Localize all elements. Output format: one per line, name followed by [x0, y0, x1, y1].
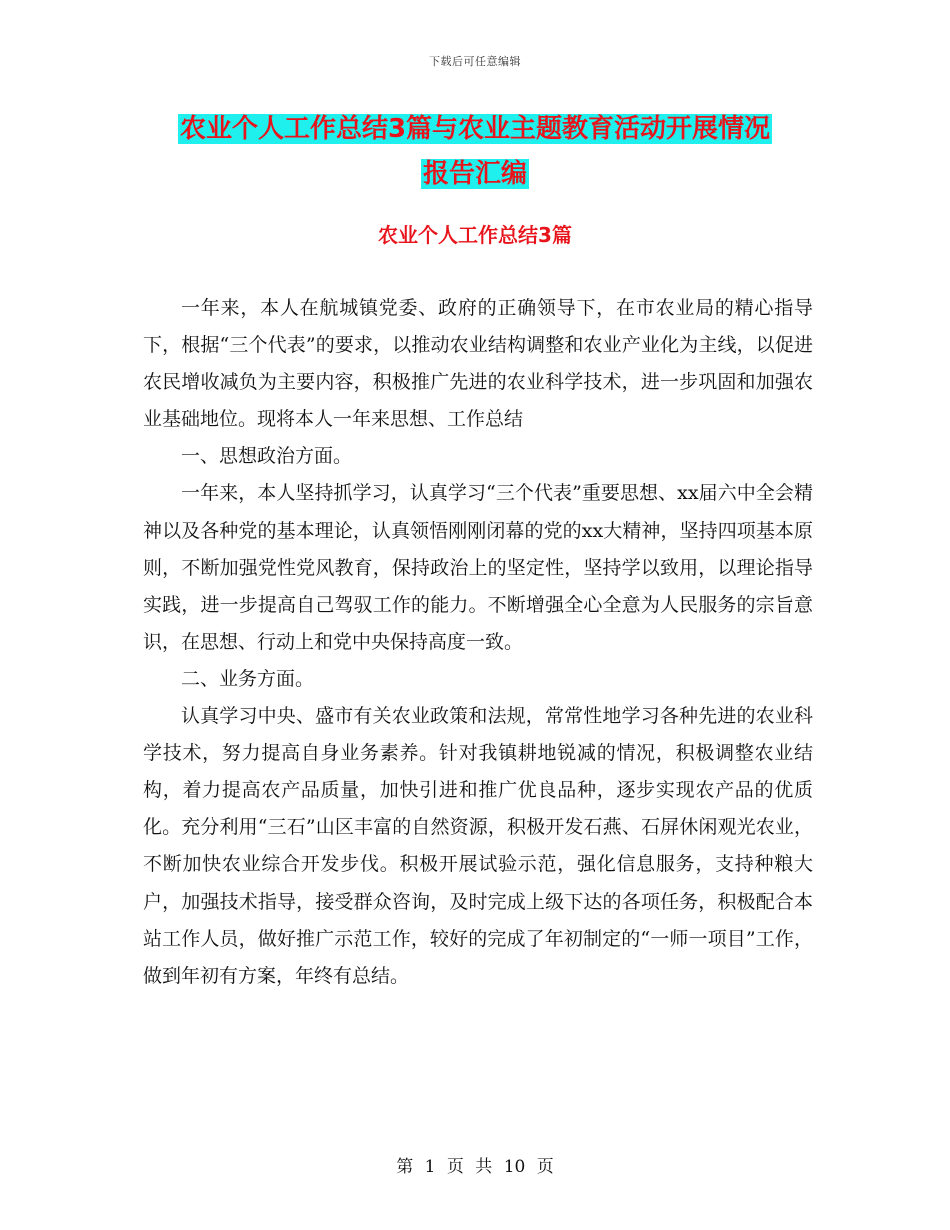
document-title-line-1 — [0, 110, 950, 148]
document-body — [143, 290, 813, 995]
paragraph-heading-business: 二、业务方面。 — [181, 667, 315, 690]
document-title-line-2 — [0, 155, 950, 193]
page-footer: 第 1 页 共 10 页 — [396, 1157, 554, 1177]
paragraph-heading-political: 一、思想政治方面。 — [181, 445, 353, 468]
section-title: 农业个人工作总结3篇 — [378, 223, 572, 247]
title-highlight-2: 报告汇编 — [422, 159, 527, 189]
paragraph-business: 认真学习中央、盛市有关农业政策和法规，常常性地学习各种先进的农业科学技术，努力提高自身业务素养。针对我镇耕地锐减的情况，积极调整农业结构，着力提高农产品质量，加快引进和推广优良品种，逐步实现农产品的优质化。充分利用“三石”山区丰富的自然资源，积极开发石燕、石屏休闲观光农业，不断加快农业综合开发步伐。积极开展试验示范，强化信息服务，支持种粮大户，加强技术指导，接受群众咨询，及时完成上级下达的各项任务，积极配合本站工作人员，做好推广示范工作，较好的完成了年初制定的“一师一项目”工作，做到年初有方案，年终有总结。 — [143, 705, 813, 987]
header-note: 下载后可任意编辑 — [429, 55, 521, 68]
title-highlight-1: 农业个人工作总结3篇与农业主题教育活动开展情况 — [179, 114, 771, 144]
paragraph-political: 一年来，本人坚持抓学习，认真学习“三个代表”重要思想、xx届六中全会精神以及各种党的基本理论，认真领悟刚刚闭幕的党的xx大精神，坚持四项基本原则，不断加强党性党风教育，保持政治上的坚定性，坚持学以致用，以理论指导实践，进一步提高自己驾驭工作的能力。不断增强全心全意为人民服务的宗旨意识，在思想、行动上和党中央保持高度一致。 — [143, 482, 813, 653]
paragraph-intro: 一年来，本人在航城镇党委、政府的正确领导下，在市农业局的精心指导下，根据“三个代表”的要求，以推动农业结构调整和农业产业化为主线，以促进农民增收减负为主要内容，积极推广先进的农业科学技术，进一步巩固和加强农业基础地位。现将本人一年来思想、工作总结 — [143, 297, 813, 431]
